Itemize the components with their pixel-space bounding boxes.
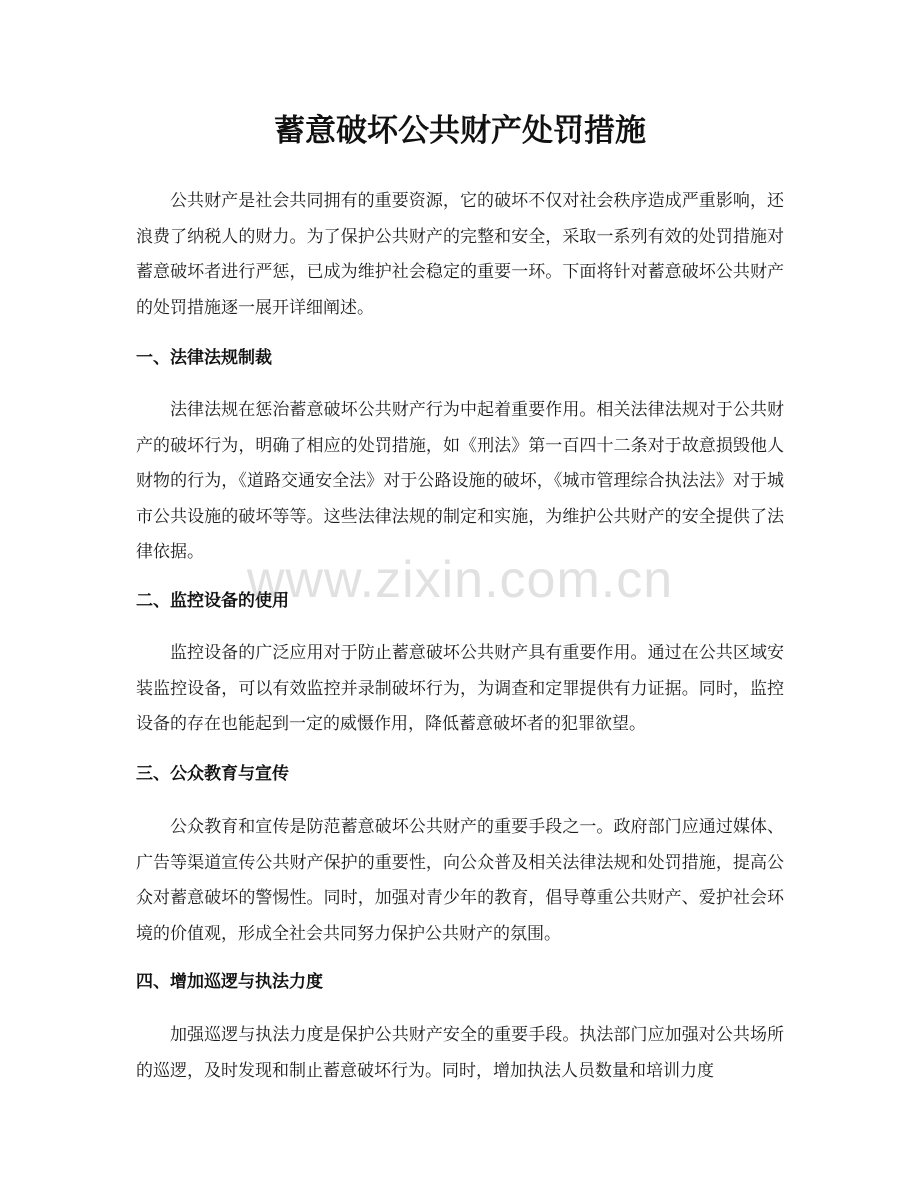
- document-title: 蓄意破坏公共财产处罚措施: [274, 113, 646, 149]
- watermark: www.zixin.com.cn: [246, 551, 674, 609]
- section-heading-3: 三、公众教育与宣传: [136, 764, 289, 784]
- section-body-1: 法律法规在惩治蓄意破坏公共财产行为中起着重要作用。相关法律法规对于公共财产的破坏行为，明确了相应的处罚措施，如《刑法》第一百四十二条对于故意损毁他人财物的行为，《道路交通安全法》对于公路设施的破坏，《城市管理综合执法法》对于城市公共设施的破坏等等。这些法律法规的制定和实施，为维护公共财产的安全提供了法律依据。: [136, 400, 784, 562]
- section-body-4: 加强巡逻与执法力度是保护公共财产安全的重要手段。执法部门应加强对公共场所的巡逻，及时发现和制止蓄意破坏行为。同时，增加执法人员数量和培训力度: [136, 1025, 784, 1081]
- intro-paragraph: 公共财产是社会共同拥有的重要资源，它的破坏不仅对社会秩序造成严重影响，还浪费了纳税人的财力。为了保护公共财产的完整和安全，采取一系列有效的处罚措施对蓄意破坏者进行严惩，已成为维护社会稳定的重要一环。下面将针对蓄意破坏公共财产的处罚措施逐一展开详细阐述。: [136, 191, 784, 318]
- section-heading-4: 四、增加巡逻与执法力度: [136, 972, 323, 992]
- section-body-3: 公众教育和宣传是防范蓄意破坏公共财产的重要手段之一。政府部门应通过媒体、广告等渠道宣传公共财产保护的重要性，向公众普及相关法律法规和处罚措施，提高公众对蓄意破坏的警惕性。同时，加强对青少年的教育，倡导尊重公共财产、爱护社会环境的价值观，形成全社会共同努力保护公共财产的氛围。: [136, 817, 784, 944]
- section-heading-2: 二、监控设备的使用: [136, 591, 289, 611]
- section-body-2: 监控设备的广泛应用对于防止蓄意破坏公共财产具有重要作用。通过在公共区域安装监控设备，可以有效监控并录制破坏行为，为调查和定罪提供有力证据。同时，监控设备的存在也能起到一定的威慑作用，降低蓄意破坏者的犯罪欲望。: [136, 643, 784, 734]
- section-heading-1: 一、法律法规制裁: [136, 348, 272, 368]
